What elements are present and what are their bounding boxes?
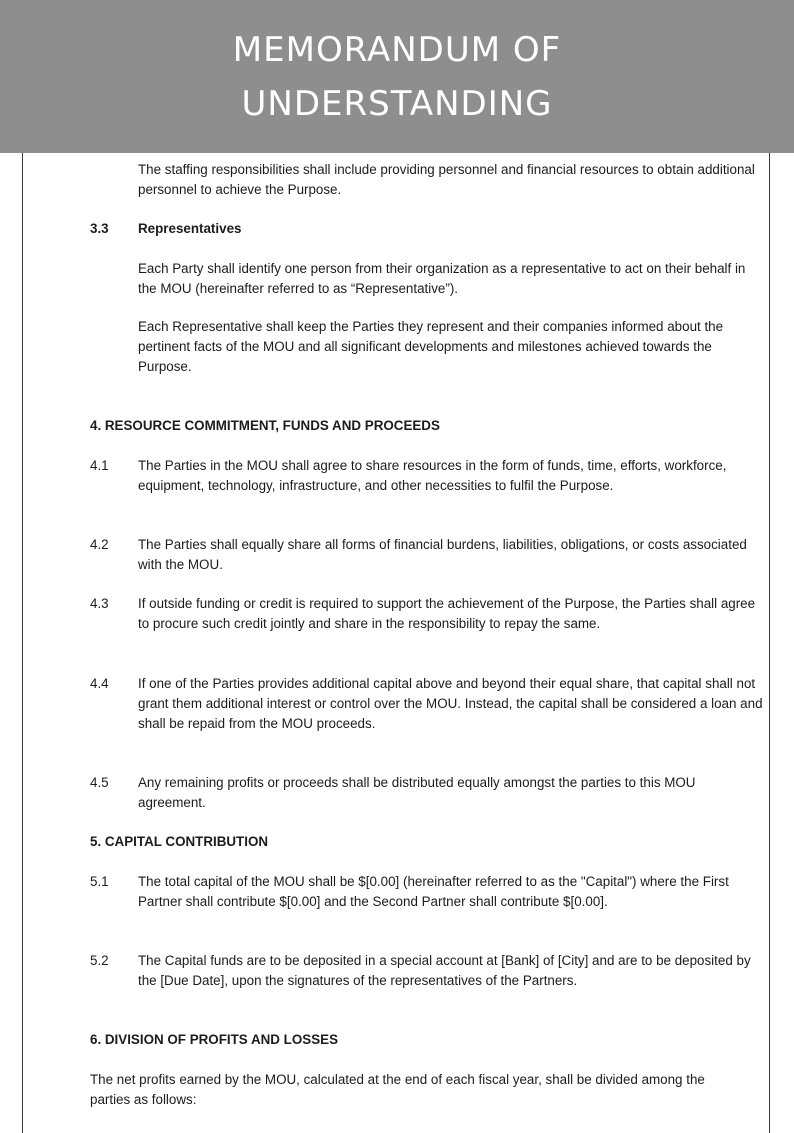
item-number: 5.2 <box>90 953 109 968</box>
item-text: The Capital funds are to be deposited in a special account at [Bank] of [City] and are to be deposited by the [Due Date], upon the signatures of the representatives of the Partners. <box>138 953 751 988</box>
section-3-3-paragraph-2 <box>90 317 763 377</box>
section-number: 3.3 <box>90 221 109 236</box>
banner-title-line-1: MEMORANDUM OF <box>232 29 562 70</box>
section-item-4-1 <box>90 456 763 496</box>
section-6-paragraph <box>90 1070 715 1110</box>
paragraph: Each Representative shall keep the Parties they represent and their companies informed about the pertinent facts of the MOU and all significant developments and milestones achieved towards the Purpose. <box>138 319 724 374</box>
item-text: Any remaining profits or proceeds shall be distributed equally amongst the parties to this MOU agreement. <box>138 775 696 810</box>
section-item-4-2 <box>90 535 763 575</box>
item-text: The Parties in the MOU shall agree to share resources in the form of funds, time, efforts, workforce, equipment, technology, infrastructure, and other necessities to fulfil the Purpose. <box>138 458 727 493</box>
title-banner <box>0 0 794 153</box>
section-item-4-3 <box>90 594 763 634</box>
section-4-heading: 4. RESOURCE COMMITMENT, FUNDS AND PROCEEDS <box>90 418 440 433</box>
item-number: 4.4 <box>90 676 109 691</box>
section-6-heading: 6. DIVISION OF PROFITS AND LOSSES <box>90 1032 339 1047</box>
section-item-4-4 <box>90 674 763 734</box>
paragraph: Each Party shall identify one person from their organization as a representative to act on their behalf in the MOU (hereinafter referred to as “Representative”). <box>138 261 746 296</box>
section-item-5-2 <box>90 951 763 991</box>
item-number: 5.1 <box>90 874 109 889</box>
section-item-5-1 <box>90 872 763 912</box>
item-text: If one of the Parties provides additional capital above and beyond their equal share, that capital shall not grant them additional interest or control over the MOU. Instead, the capital shall be considered a loan and shall be repaid from the MOU proceeds. <box>138 676 763 731</box>
item-number: 4.5 <box>90 775 109 790</box>
section-3-3-paragraph-1 <box>90 259 763 299</box>
item-text: The total capital of the MOU shall be $[0.00] (hereinafter referred to as the "Capital") where the First Partner shall contribute $[0.00] and the Second Partner shall contribute $[0.00]. <box>138 874 729 909</box>
section-3-3-header <box>90 219 763 239</box>
item-text: If outside funding or credit is required to support the achievement of the Purpose, the Parties shall agree to procure such credit jointly and share in the responsibility to repay the same. <box>138 596 756 631</box>
section-5-heading: 5. CAPITAL CONTRIBUTION <box>90 834 269 849</box>
section-3-2-continuation <box>90 160 763 200</box>
banner-title-line-2: UNDERSTANDING <box>241 83 553 124</box>
item-number: 4.3 <box>90 596 109 611</box>
paragraph: The staffing responsibilities shall include providing personnel and financial resources to obtain additional personnel to achieve the Purpose. <box>138 162 755 197</box>
item-number: 4.2 <box>90 537 109 552</box>
item-number: 4.1 <box>90 458 109 473</box>
section-title: Representatives <box>138 221 242 236</box>
paragraph: The net profits earned by the MOU, calculated at the end of each fiscal year, shall be divided among the parties as follows: <box>90 1072 705 1107</box>
item-text: The Parties shall equally share all forms of financial burdens, liabilities, obligations, or costs associated with the MOU. <box>138 537 747 572</box>
section-item-4-5 <box>90 773 763 813</box>
